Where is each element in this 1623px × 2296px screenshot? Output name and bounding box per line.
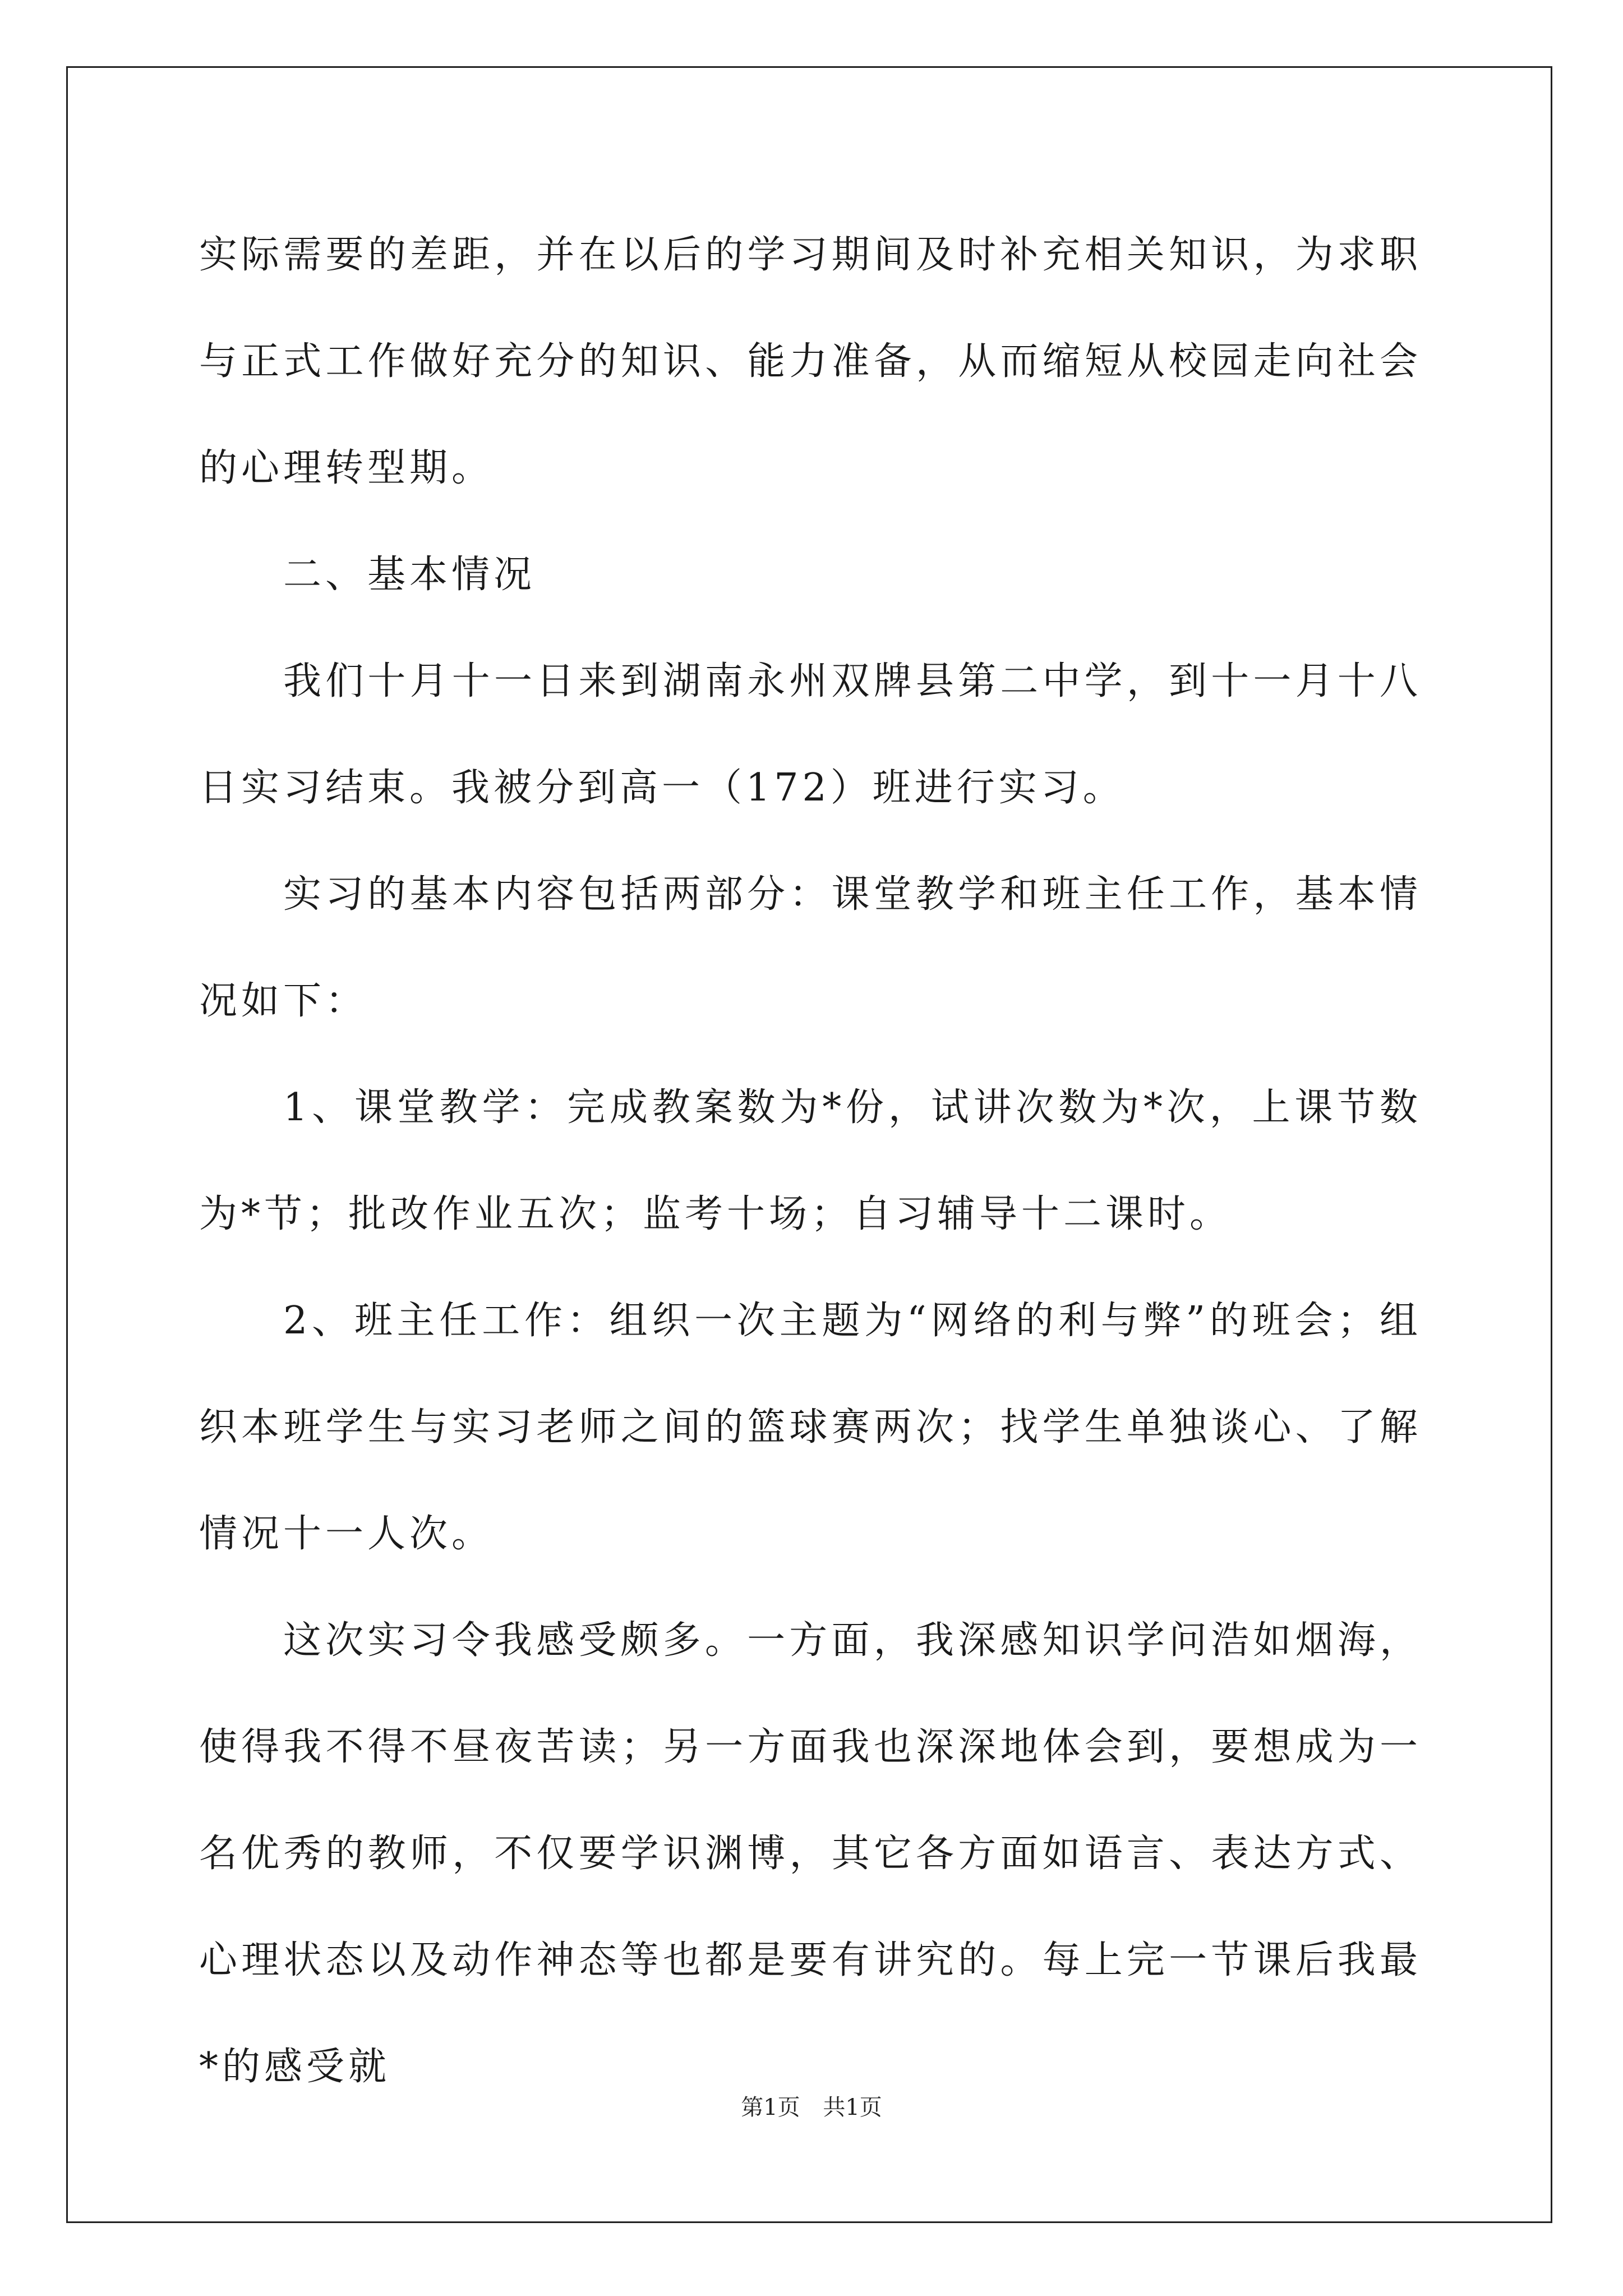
paragraph-basic-info: 我们十月十一日来到湖南永州双牌县第二中学，到十一月十八日实习结束。我被分到高一（172）班进行实习。 — [199, 659, 1422, 810]
paragraph-content-intro: 实习的基本内容包括两部分：课堂教学和班主任工作，基本情况如下： — [199, 872, 1422, 1023]
page-number-current: 第1页 — [741, 2095, 800, 2120]
document-body — [199, 202, 1422, 2120]
page-number-total: 共1页 — [823, 2095, 882, 2120]
paragraph-reflection: 这次实习令我感受颇多。一方面，我深感知识学问浩如烟海，使得我不得不昼夜苦读；另一方面我也深深地体会到，要想成为一名优秀的教师，不仅要学识渊博，其它各方面如语言、表达方式、心理状态以及动作神态等也都是要有讲究的。每上完一节课后我最*的感受就 — [199, 1618, 1422, 2089]
paragraph-teaching: 1、课堂教学：完成教案数为*份，试讲次数为*次，上课节数为*节；批改作业五次；监考十场；自习辅导十二课时。 — [199, 1085, 1422, 1236]
section-heading: 二、基本情况 — [283, 553, 536, 597]
paragraph-class-teacher: 2、班主任工作：组织一次主题为“网络的利与弊”的班会；组织本班学生与实习老师之间的篮球赛两次；找学生单独谈心、了解情况十一人次。 — [199, 1299, 1422, 1556]
page-footer — [0, 2090, 1623, 2122]
paragraph-continuation: 实际需要的差距，并在以后的学习期间及时补充相关知识，为求职与正式工作做好充分的知识、能力准备，从而缩短从校园走向社会的心理转型期。 — [199, 233, 1422, 490]
